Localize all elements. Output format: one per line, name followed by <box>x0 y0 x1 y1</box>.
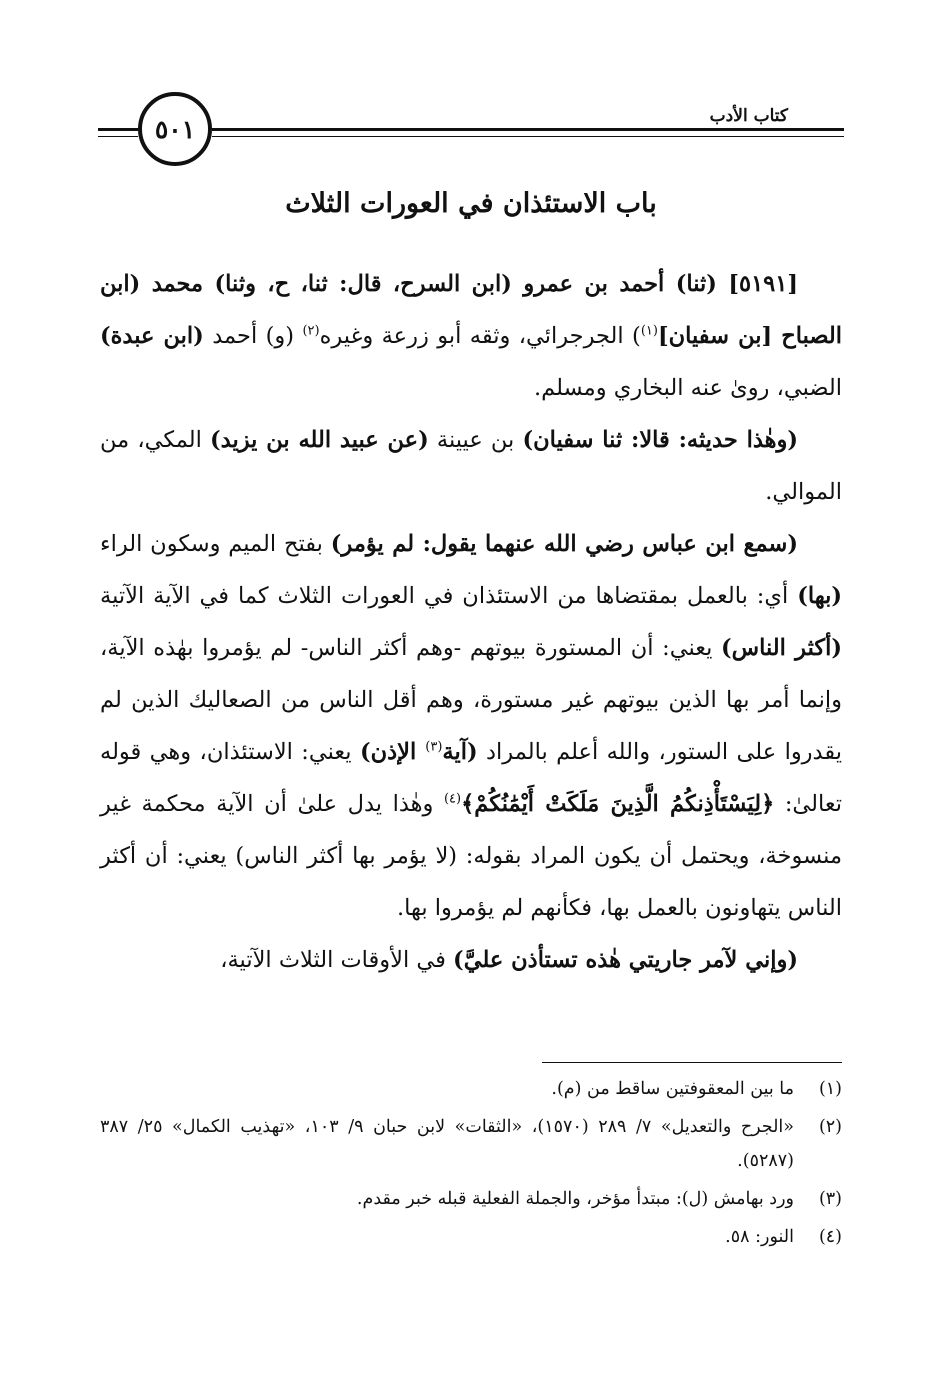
footnote-ref-2: (٢) <box>302 323 320 339</box>
isnad-name-2: (ابن عبدة) <box>100 323 204 349</box>
hadith-word-4: الإذن) <box>359 739 426 765</box>
footnote-ref-4: (٤) <box>443 791 462 807</box>
paragraph-hadith-intro <box>100 414 842 518</box>
isnad-commentary: ) الجرجرائي، وثقه أبو زرعة وغيره <box>319 323 641 349</box>
footnote-text: ما بين المعقوفتين ساقط من (م). <box>551 1079 794 1099</box>
header-rule-left <box>98 128 138 131</box>
hadith-text-4: (وإني لآمر جاريتي هٰذه تستأذن عليَّ) <box>453 947 798 973</box>
footnote-text: «الجرح والتعديل» ٧/ ٢٨٩ (١٥٧٠)، «الثقات» لابن حبان ٩/ ١٠٣، «تهذيب الكمال» ٢٥/ ٣٨٧ (٥٢٨٧). <box>100 1117 794 1171</box>
page-number: ٥٠١ <box>138 92 212 166</box>
commentary-text-7: وهٰذا يدل علىٰ أن الآية محكمة غير منسوخة، ويحتمل أن يكون المراد بقوله: (لا يؤمر بها أكثر الناس) يعني: أن أكثر الناس يتهاونون بالعمل بها، فكأنهم لم يؤمروا بها. <box>100 791 842 921</box>
hadith-text-2: (عن عبيد الله بن يزيد) <box>210 427 429 453</box>
footnote-number: (٣) <box>818 1189 842 1209</box>
isnad-text-2: الضبي، روىٰ عنه البخاري ومسلم. <box>534 375 842 401</box>
running-title: كتاب الأدب <box>704 106 794 126</box>
commentary-text-6: يعني: الاستئذان، وهي قوله تعالىٰ: <box>100 739 842 817</box>
footnote-4 <box>100 1220 842 1254</box>
footnote-3 <box>100 1182 842 1216</box>
paragraph-isnad <box>100 258 842 414</box>
footnote-text: ورد بهامش (ل): مبتدأ مؤخر، والجملة الفعلية قبله خبر مقدم. <box>356 1189 794 1209</box>
commentary-text-3: بفتح الميم وسكون الراء <box>100 531 331 557</box>
main-text <box>100 258 842 986</box>
quran-verse: ﴿لِيَسْتَأْذِنكُمُ الَّذِينَ مَلَكَتْ أَيْمَٰنُكُمْ﴾ <box>461 791 775 817</box>
header-rule-right-thin <box>212 136 844 137</box>
footnote-2 <box>100 1110 842 1178</box>
hadith-word: (بها) <box>797 583 842 609</box>
footnote-separator <box>542 1062 842 1063</box>
footnote-number: (٤) <box>818 1227 842 1247</box>
paragraph-continuation <box>100 934 842 986</box>
footnote-ref-1: (١) <box>640 323 658 339</box>
isnad-opening: [٥١٩١] (ثنا) أحمد بن عمرو (ابن السرح، قال: ثنا، ح، وثنا) محمد <box>140 271 798 297</box>
chapter-title: باب الاستئذان في العورات الثلاث <box>285 188 657 219</box>
commentary-text-4: أي: بالعمل بمقتضاها من الاستئذان في العورات الثلاث كما في الآية الآتية <box>100 583 798 609</box>
commentary-text: بن عيينة <box>428 427 523 453</box>
footnote-ref-3: (٣) <box>425 739 443 755</box>
footnote-number: (١) <box>818 1079 842 1099</box>
running-header <box>98 92 844 174</box>
hadith-text-3: (سمع ابن عباس رضي الله عنهما يقول: لم يؤمر) <box>330 531 798 557</box>
paragraph-commentary <box>100 518 842 934</box>
footnote-number: (٢) <box>818 1117 842 1137</box>
footnote-text: النور: ٥٨. <box>725 1227 794 1247</box>
commentary-text-5: يعني: أن المستورة بيوتهم -وهم أكثر الناس- لم يؤمروا بهٰذه الآية، وإنما أمر بها الذين بيوتهم غير مستورة، وهم أقل الناس من الصعاليك الذين لم يقدروا على الستور، والله أعلم بالمراد <box>100 635 842 765</box>
hadith-word-2: (أكثر الناس) <box>721 635 842 661</box>
header-rule-left-thin <box>98 136 138 137</box>
commentary-text-8: في الأوقات الثلاث الآتية، <box>220 947 454 973</box>
hadith-text: (وهٰذا حديثه: قالا: ثنا سفيان) <box>522 427 799 453</box>
footnote-1 <box>100 1072 842 1106</box>
footnotes <box>100 1072 842 1258</box>
isnad-name: (ابن الصباح [بن سفيان] <box>100 271 842 349</box>
isnad-text: (و) أحمد <box>203 323 303 349</box>
hadith-word-3: (آية <box>442 739 478 765</box>
commentary-text-2: المكي، من الموالي. <box>100 427 842 505</box>
header-rule-right <box>212 128 844 131</box>
